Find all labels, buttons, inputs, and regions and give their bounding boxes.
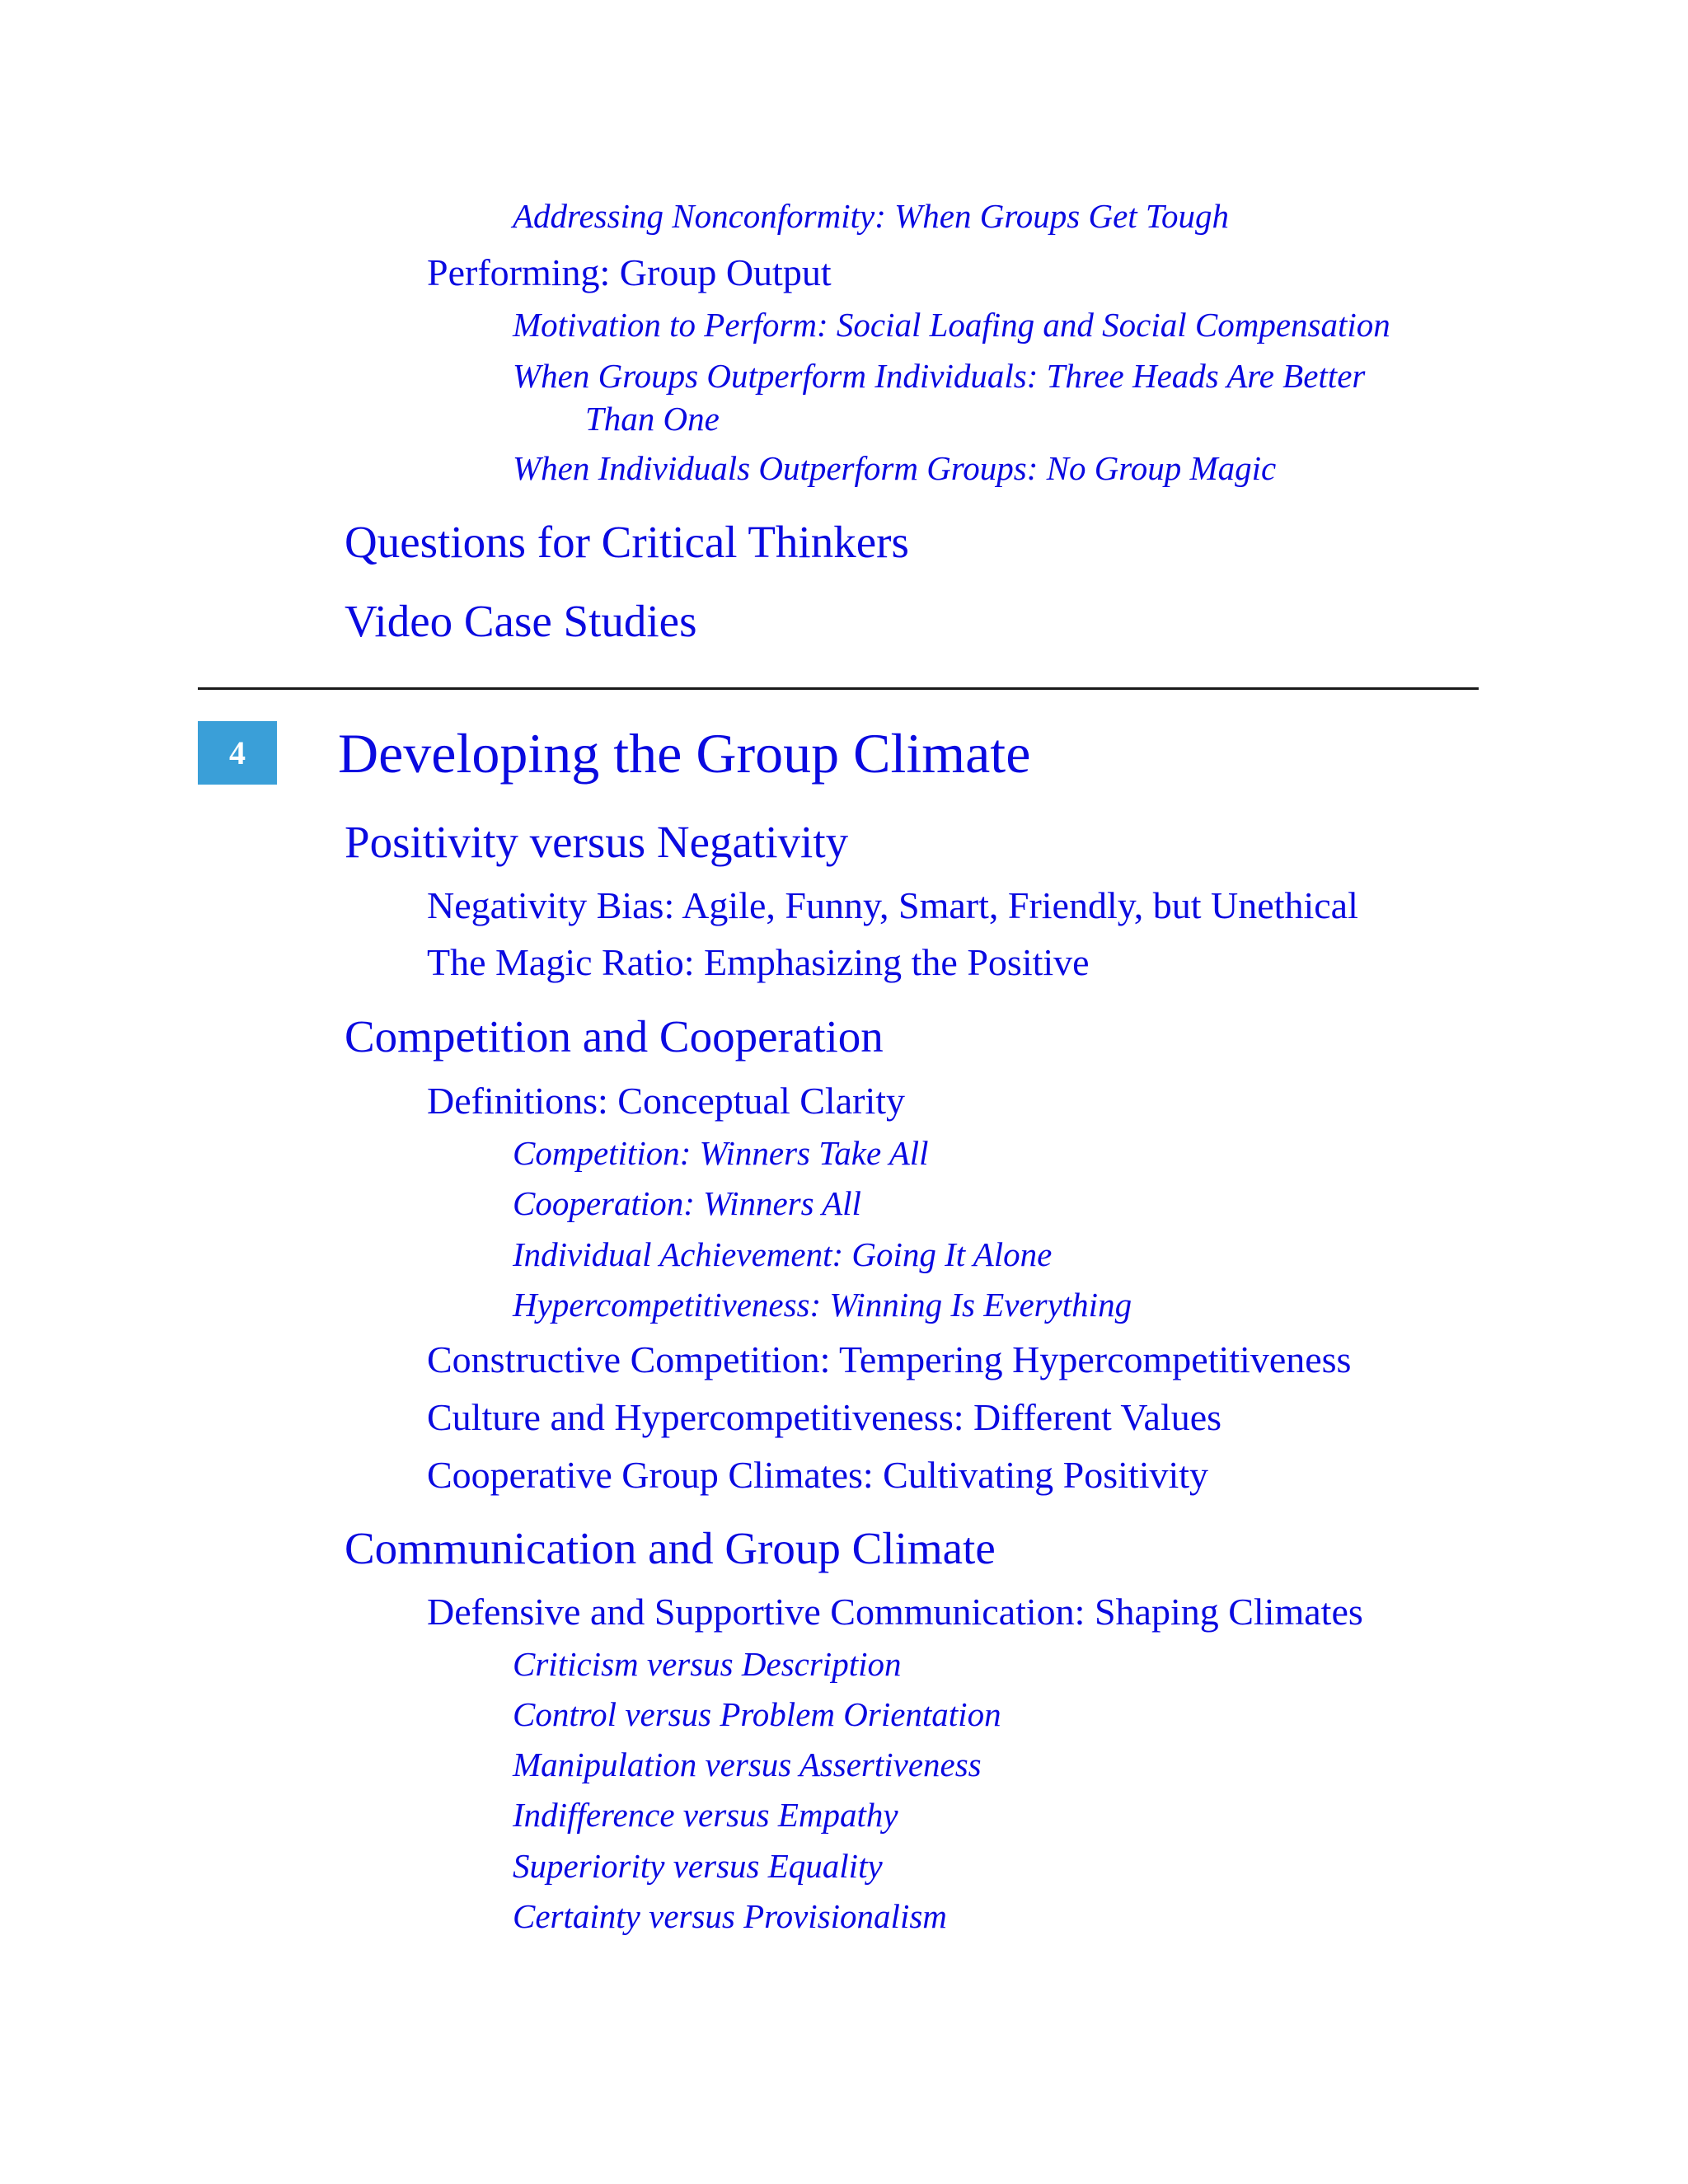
toc-entry-level-3[interactable]: Indifference versus Empathy <box>513 1796 898 1834</box>
toc-entry-level-2[interactable]: Cooperative Group Climates: Cultivating Positivity <box>427 1454 1209 1496</box>
toc-entry-level-3[interactable]: Superiority versus Equality <box>513 1847 883 1885</box>
chapter-title[interactable]: Developing the Group Climate <box>338 722 1031 785</box>
toc-entry-level-3[interactable]: Control versus Problem Orientation <box>513 1695 1001 1733</box>
toc-entry-level-2[interactable]: The Magic Ratio: Emphasizing the Positive <box>427 941 1090 983</box>
toc-entry-level-2[interactable]: Performing: Group Output <box>427 251 832 293</box>
chapter-number-badge: 4 <box>198 721 277 785</box>
toc-entry-level-2[interactable]: Constructive Competition: Tempering Hypercompetitiveness <box>427 1338 1352 1380</box>
toc-entry-level-1[interactable]: Positivity versus Negativity <box>345 817 849 867</box>
toc-entry-level-2[interactable]: Defensive and Supportive Communication: Shaping Climates <box>427 1591 1363 1633</box>
toc-entry-level-3[interactable]: When Groups Outperform Individuals: Three Heads Are Better <box>513 357 1366 395</box>
toc-entry-level-3[interactable]: Criticism versus Description <box>513 1645 902 1683</box>
toc-entry-level-3[interactable]: Addressing Nonconformity: When Groups Get Tough <box>513 197 1229 235</box>
toc-entry-level-2[interactable]: Culture and Hypercompetitiveness: Different Values <box>427 1396 1222 1438</box>
toc-entry-level-3[interactable]: Cooperation: Winners All <box>513 1184 861 1222</box>
toc-entry-level-1[interactable]: Video Case Studies <box>345 596 697 646</box>
toc-entry-level-1[interactable]: Questions for Critical Thinkers <box>345 517 909 567</box>
toc-entry-level-3[interactable]: Individual Achievement: Going It Alone <box>513 1235 1053 1273</box>
toc-entry-level-1[interactable]: Competition and Cooperation <box>345 1011 884 1062</box>
toc-entry-level-3[interactable]: Manipulation versus Assertiveness <box>513 1746 982 1783</box>
toc-entry-level-1[interactable]: Communication and Group Climate <box>345 1523 996 1573</box>
toc-entry-level-3[interactable]: Hypercompetitiveness: Winning Is Everything <box>513 1286 1132 1324</box>
toc-entry-level-2[interactable]: Definitions: Conceptual Clarity <box>427 1080 906 1122</box>
toc-entry-level-2[interactable]: Negativity Bias: Agile, Funny, Smart, Friendly, but Unethical <box>427 884 1358 926</box>
toc-entry-continuation[interactable]: Than One <box>585 400 720 438</box>
toc-entry-level-3[interactable]: Motivation to Perform: Social Loafing and Social Compensation <box>513 306 1390 344</box>
toc-entry-level-3[interactable]: Competition: Winners Take All <box>513 1134 929 1172</box>
toc-entry-level-3[interactable]: When Individuals Outperform Groups: No Group Magic <box>513 449 1277 487</box>
toc-entry-level-3[interactable]: Certainty versus Provisionalism <box>513 1897 947 1935</box>
section-divider <box>198 687 1479 690</box>
